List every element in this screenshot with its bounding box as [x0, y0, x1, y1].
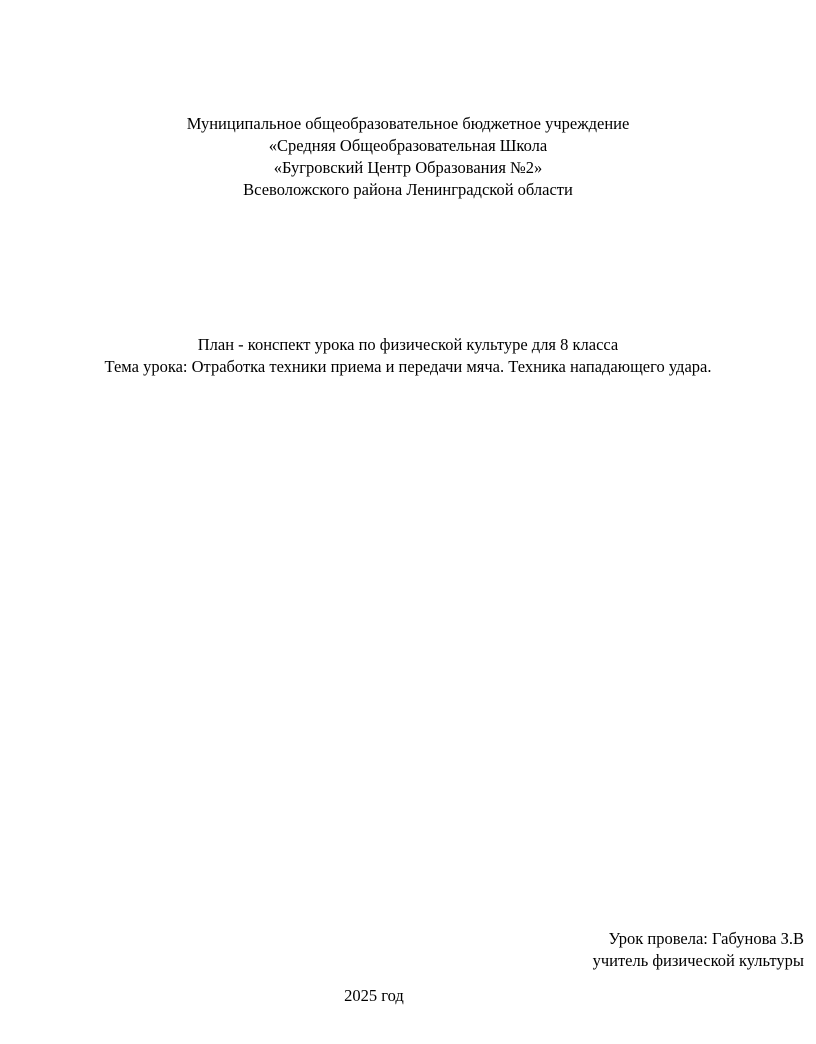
author-block [593, 928, 804, 972]
author-name: Урок провела: Габунова З.В [608, 929, 804, 948]
lesson-plan-title: План - конспект урока по физической культуре для 8 класса [197, 335, 619, 354]
author-position: учитель физической культуры [592, 951, 804, 970]
institution-line-3: «Бугровский Центр Образования №2» [273, 158, 543, 177]
year-label: 2025 год [344, 986, 404, 1005]
institution-line-2: «Средняя Общеобразовательная Школа [268, 136, 548, 155]
institution-header [0, 113, 816, 201]
institution-line-4: Всеволожского района Ленинградской области [243, 180, 573, 199]
institution-line-1: Муниципальное общеобразовательное бюджетное учреждение [186, 114, 630, 133]
lesson-title-block [0, 334, 816, 378]
lesson-topic: Тема урока: Отработка техники приема и передачи мяча. Техника нападающего удара. [104, 357, 712, 376]
